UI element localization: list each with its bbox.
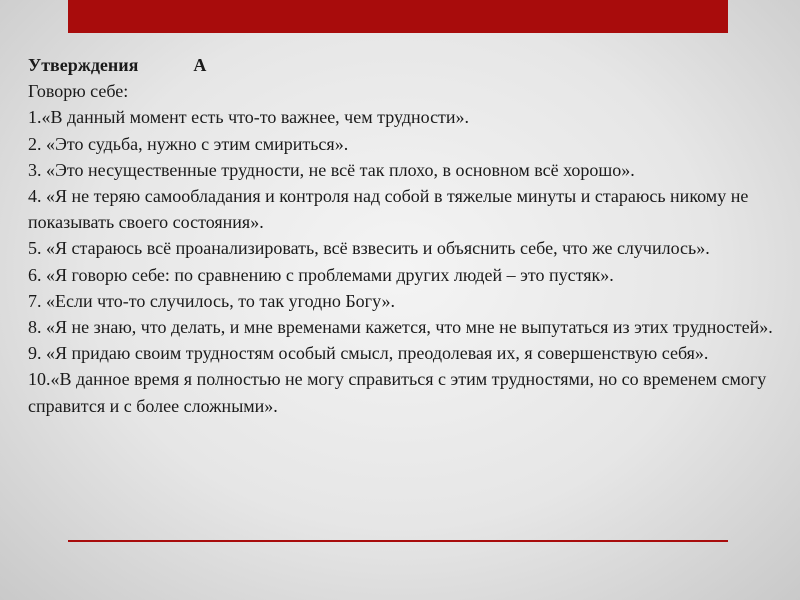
heading-row (28, 52, 788, 78)
heading-column-label: А (193, 55, 207, 75)
statement-1: 1.«В данный момент есть что-то важнее, чем трудности». (28, 107, 470, 128)
statement-9: 9. «Я придаю своим трудностям особый смысл, преодолевая их, я совершенствую себя». (28, 343, 709, 364)
statement-5: 5. «Я стараюсь всё проанализировать, всё взвесить и объяснить себе, что же случилось». (28, 238, 710, 259)
statement-8: 8. «Я не знаю, что делать, и мне временами кажется, что мне не выпутаться из этих трудностей». (28, 317, 773, 338)
slide-content (28, 52, 788, 419)
statement-4: 4. «Я не теряю самообладания и контроля над собой в тяжелые минуты и стараюсь никому не показывать своего состояния». (28, 186, 749, 233)
top-red-banner (68, 0, 728, 33)
statement-6: 6. «Я говорю себе: по сравнению с проблемами других людей – это пустяк». (28, 264, 614, 285)
statement-3: 3. «Это несущественные трудности, не всё так плохо, в основном всё хорошо». (28, 159, 635, 180)
statement-2: 2. «Это судьба, нужно с этим смириться». (28, 133, 349, 154)
statement-10: 10.«В данное время я полностью не могу справиться с этим трудностями, но со временем смогу справится и с более сложными». (28, 369, 767, 416)
intro-text: Говорю себе: (28, 81, 129, 102)
heading-title: Утверждения (28, 55, 139, 75)
bottom-red-rule (68, 540, 728, 542)
statement-7: 7. «Если что-то случилось, то так угодно Богу». (28, 290, 396, 311)
